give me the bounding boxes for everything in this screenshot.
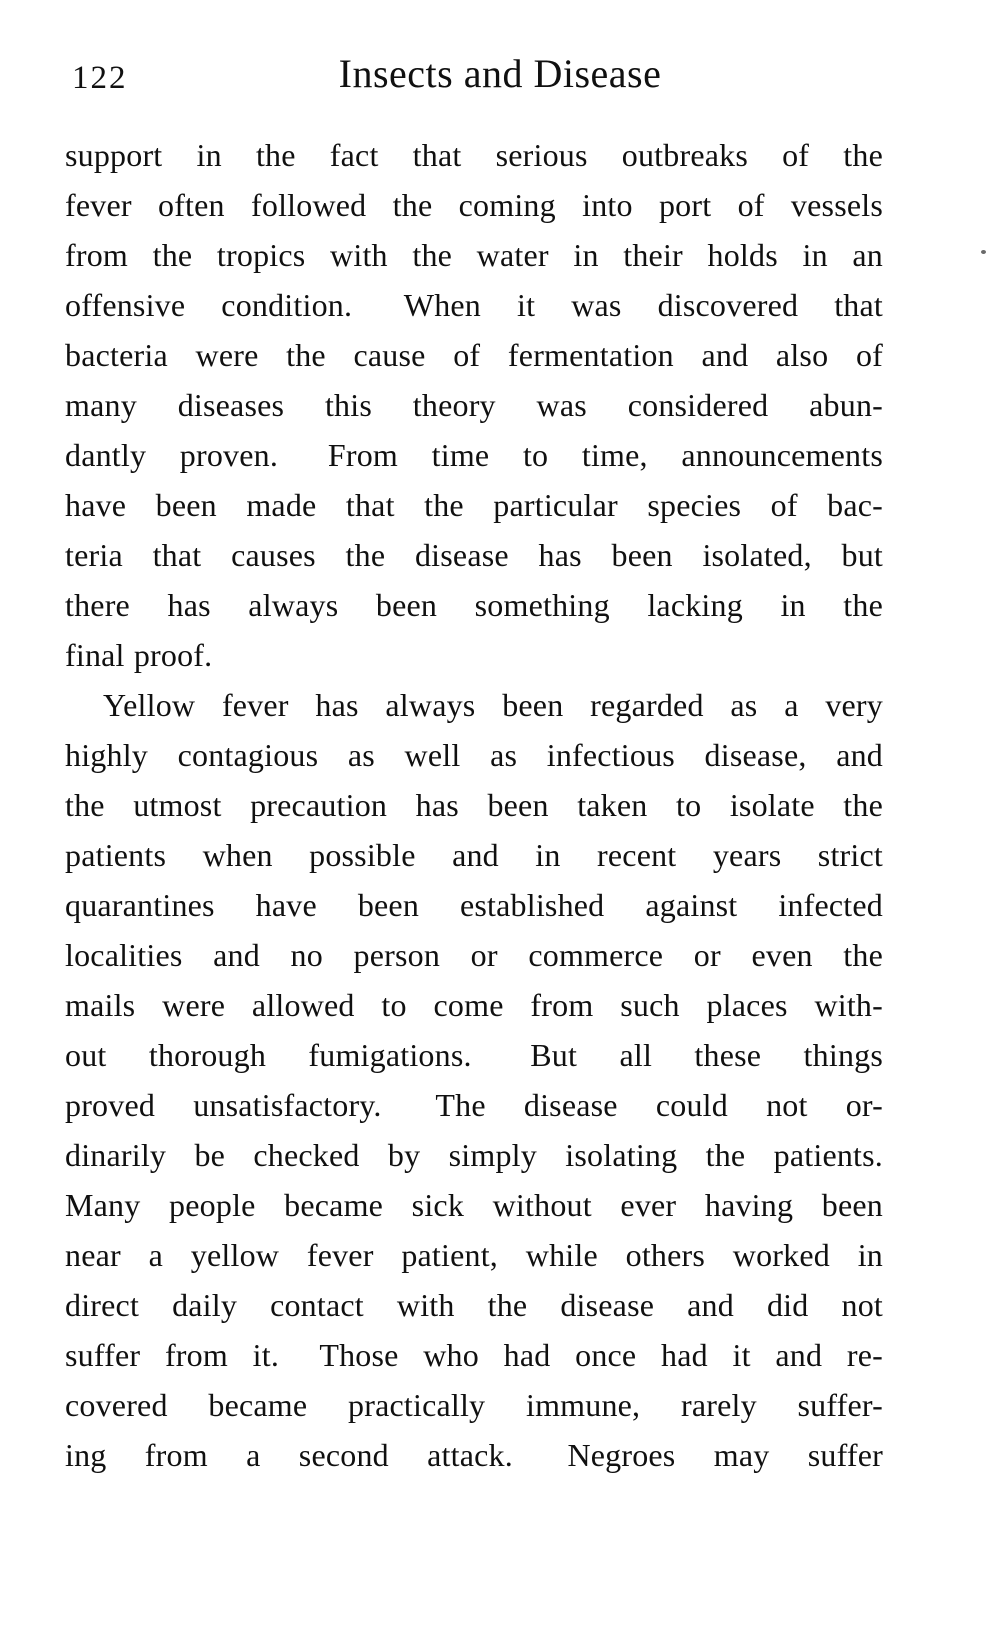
running-head-title: Insects and Disease: [338, 51, 662, 96]
text-line: there has always been something lacking in the: [65, 587, 883, 623]
text-line: localities and no person or commerce or even the: [65, 937, 883, 973]
text-line: dinarily be checked by simply isolating the patients.: [65, 1137, 883, 1173]
text-line: direct daily contact with the disease and did not: [65, 1287, 883, 1323]
text-line: highly contagious as well as infectious disease, and: [65, 737, 883, 773]
text-line: have been made that the particular species of bac-: [65, 487, 883, 523]
paragraph: [65, 130, 883, 680]
text-line: fever often followed the coming into port of vessels: [65, 187, 883, 223]
text-line: from the tropics with the water in their holds in an: [65, 237, 883, 273]
paragraph: [65, 680, 883, 1480]
text-line: bacteria were the cause of fermentation and also of: [65, 337, 883, 373]
text-line: offensive condition. When it was discovered that: [65, 287, 883, 323]
text-line: final proof.: [65, 637, 213, 673]
scan-speck: [981, 250, 986, 254]
text-line: many diseases this theory was considered abun-: [65, 387, 883, 423]
text-line: out thorough fumigations. But all these things: [65, 1037, 883, 1073]
text-line: teria that causes the disease has been isolated, but: [65, 537, 883, 573]
page-header: [0, 50, 1000, 102]
text-line: near a yellow fever patient, while others worked in: [65, 1237, 883, 1273]
body-text: [65, 130, 883, 1480]
page-number: 122: [72, 60, 128, 96]
text-line: Many people became sick without ever having been: [65, 1187, 883, 1223]
text-line: Yellow fever has always been regarded as a very: [103, 687, 883, 723]
text-line: patients when possible and in recent years strict: [65, 837, 883, 873]
text-line: support in the fact that serious outbreaks of the: [65, 137, 883, 173]
text-line: suffer from it. Those who had once had it and re-: [65, 1337, 883, 1373]
text-line: proved unsatisfactory. The disease could not or-: [65, 1087, 883, 1123]
text-line: covered became practically immune, rarely suffer-: [65, 1387, 883, 1423]
text-line: quarantines have been established against infected: [65, 887, 883, 923]
text-line: mails were allowed to come from such places with-: [65, 987, 883, 1023]
text-line: dantly proven. From time to time, announcements: [65, 437, 883, 473]
text-line: the utmost precaution has been taken to isolate the: [65, 787, 883, 823]
text-line: ing from a second attack. Negroes may suffer: [65, 1437, 883, 1473]
